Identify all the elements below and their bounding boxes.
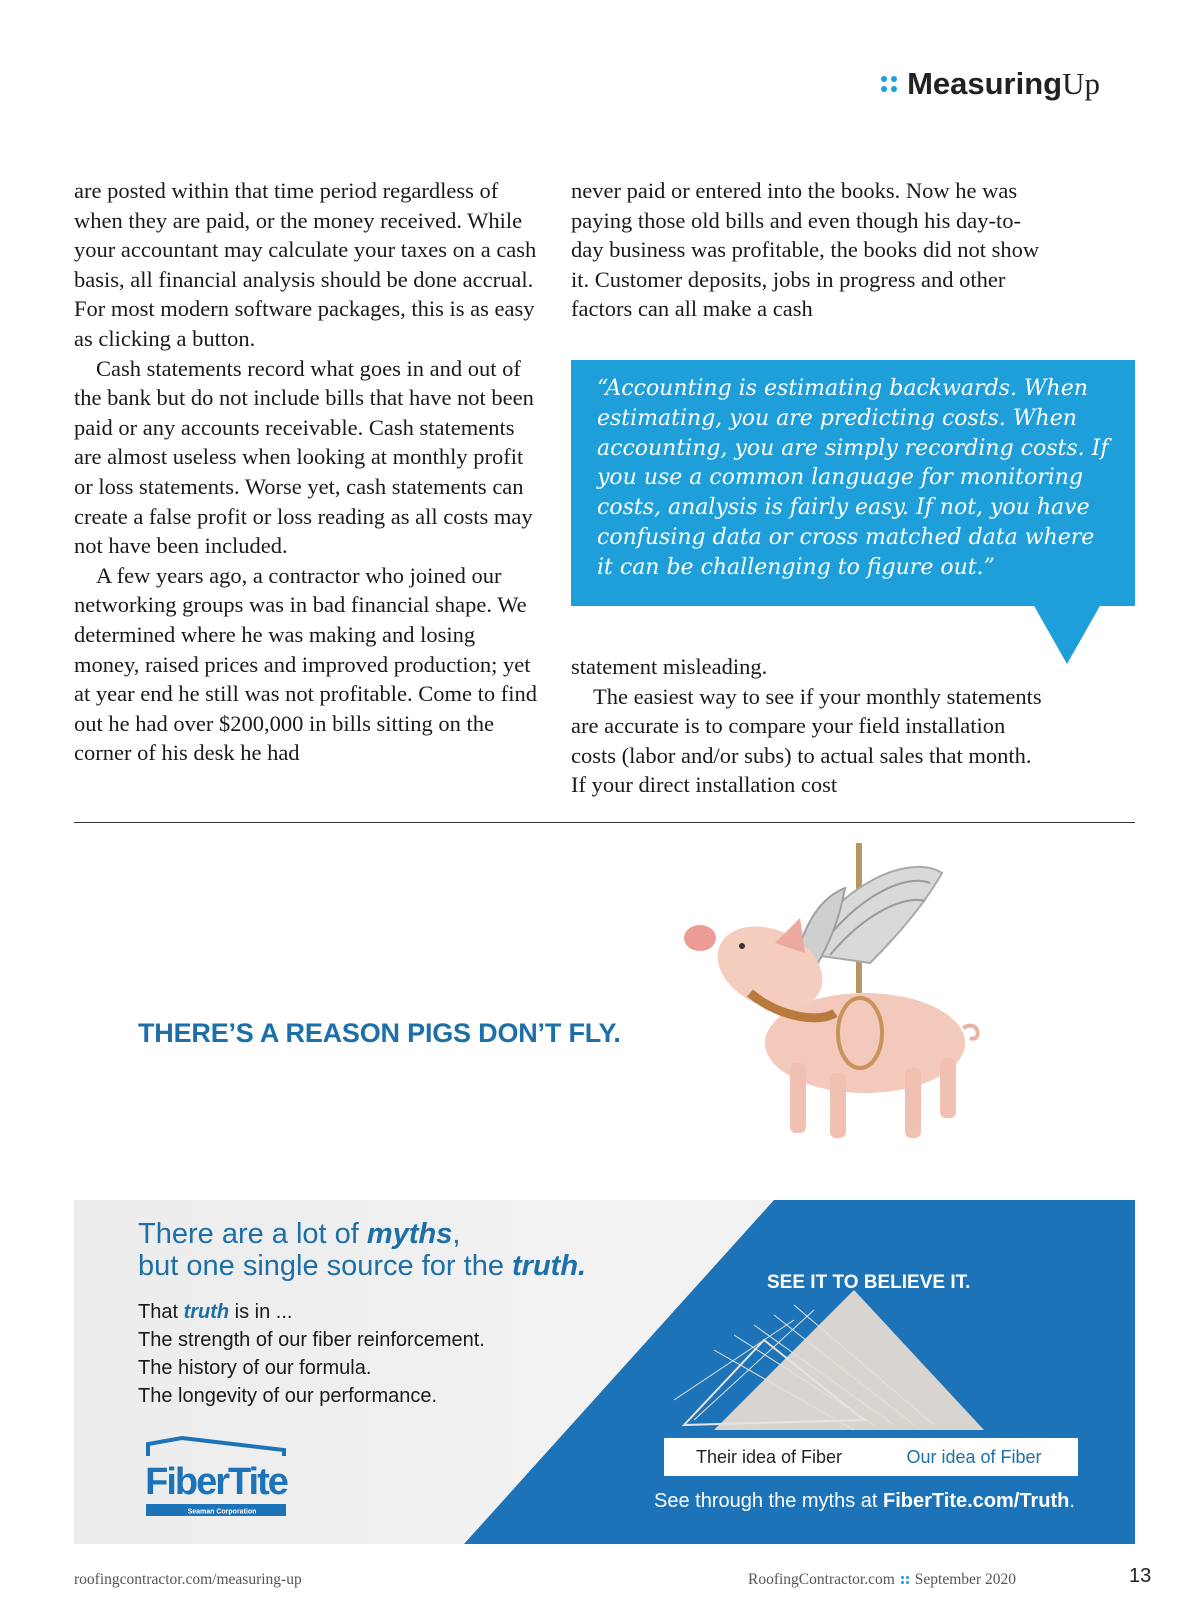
ad-truth-item: The longevity of our performance. (138, 1385, 438, 1407)
footer-url[interactable]: roofingcontractor.com/measuring-up (74, 1571, 302, 1588)
article-divider (74, 822, 1135, 823)
ad-truth-item: The history of our formula. (138, 1357, 372, 1379)
pull-quote: “Accounting is estimating backwards. When estimating, you are predicting costs. When accounting, you are simply recording costs. If you use a common language for monitoring costs, analysis is fairly easy. If not, you have confusing data or cross matched data where it can be challenging to figure out.” (571, 360, 1135, 606)
logo-wordmark: FiberTite (145, 1461, 287, 1503)
fibertite-logo (142, 1436, 290, 1518)
paragraph: The easiest way to see if your monthly statements are accurate is to compare your field installation costs (labor and/or subs) to actual sales that month. If your direct installation cost (571, 683, 1042, 798)
our-fiber-label: Our idea of Fiber (906, 1446, 1042, 1467)
article-column-2-top (571, 176, 1051, 324)
article-column-2-bottom (571, 652, 1051, 800)
flying-pig-image (680, 843, 1020, 1173)
ad-truth-intro: That truth is in ... (138, 1301, 293, 1323)
article-column-1 (74, 176, 544, 768)
ad-truth-item: The strength of our fiber reinforcement. (138, 1329, 485, 1351)
section-title: MeasuringUp (907, 66, 1100, 101)
their-fiber-label: Their idea of Fiber (695, 1446, 843, 1467)
ad-panel (74, 1200, 1135, 1544)
footer-date: September 2020 (914, 1571, 1016, 1588)
fibertite-link[interactable]: FiberTite.com/Truth (883, 1490, 1070, 1512)
ad-see-it-heading: SEE IT TO BELIEVE IT. (767, 1272, 971, 1293)
paragraph: A few years ago, a contractor who joined our networking groups was in bad financial shape. We determined where he was making and losing money, raised prices and improved production; yet at year end he still was not profitable. Come to find out he had over $200,000 in bills sitting on the corner of his desk he had (74, 562, 538, 766)
paragraph: Cash statements record what goes in and out of the bank but do not include bills that have not been paid or any accounts receivable. Cash statements are almost useless when looking at monthly profit or loss statements. Worse yet, cash statements can create a false profit or loss reading as all costs may not have been included. (74, 355, 534, 559)
footer-site: RoofingContractor.com (748, 1571, 895, 1588)
ad-truth-line: but one single source for the truth. (138, 1250, 587, 1282)
footer-publication (748, 1571, 1016, 1589)
ad-headline: THERE’S A REASON PIGS DON’T FLY. (138, 1018, 621, 1048)
section-dots-icon (881, 76, 897, 92)
ad-cta: See through the myths at FiberTite.com/Truth. (654, 1490, 1075, 1512)
ad-myths-line: There are a lot of myths, (138, 1218, 461, 1250)
logo-subtitle: Seaman Corporation (187, 1508, 257, 1516)
section-header (881, 66, 1100, 102)
paragraph: are posted within that time period regardless of when they are paid, or the money received. While your accountant may calculate your taxes on a cash basis, all financial analysis should be done accrual. For most modern software packages, this is as easy as clicking a button. (74, 178, 537, 351)
paragraph: never paid or entered into the books. Now he was paying those old bills and even though his day-to-day business was profitable, the books did not show it. Customer deposits, jobs in progress and other factors can all make a cash (571, 178, 1040, 322)
fiber-comparison-labels (664, 1438, 1078, 1476)
paragraph: statement misleading. (571, 654, 768, 679)
page-number: 13 (1129, 1565, 1152, 1587)
ad-truth-list (138, 1298, 485, 1410)
footer-dots-icon (901, 1576, 909, 1584)
